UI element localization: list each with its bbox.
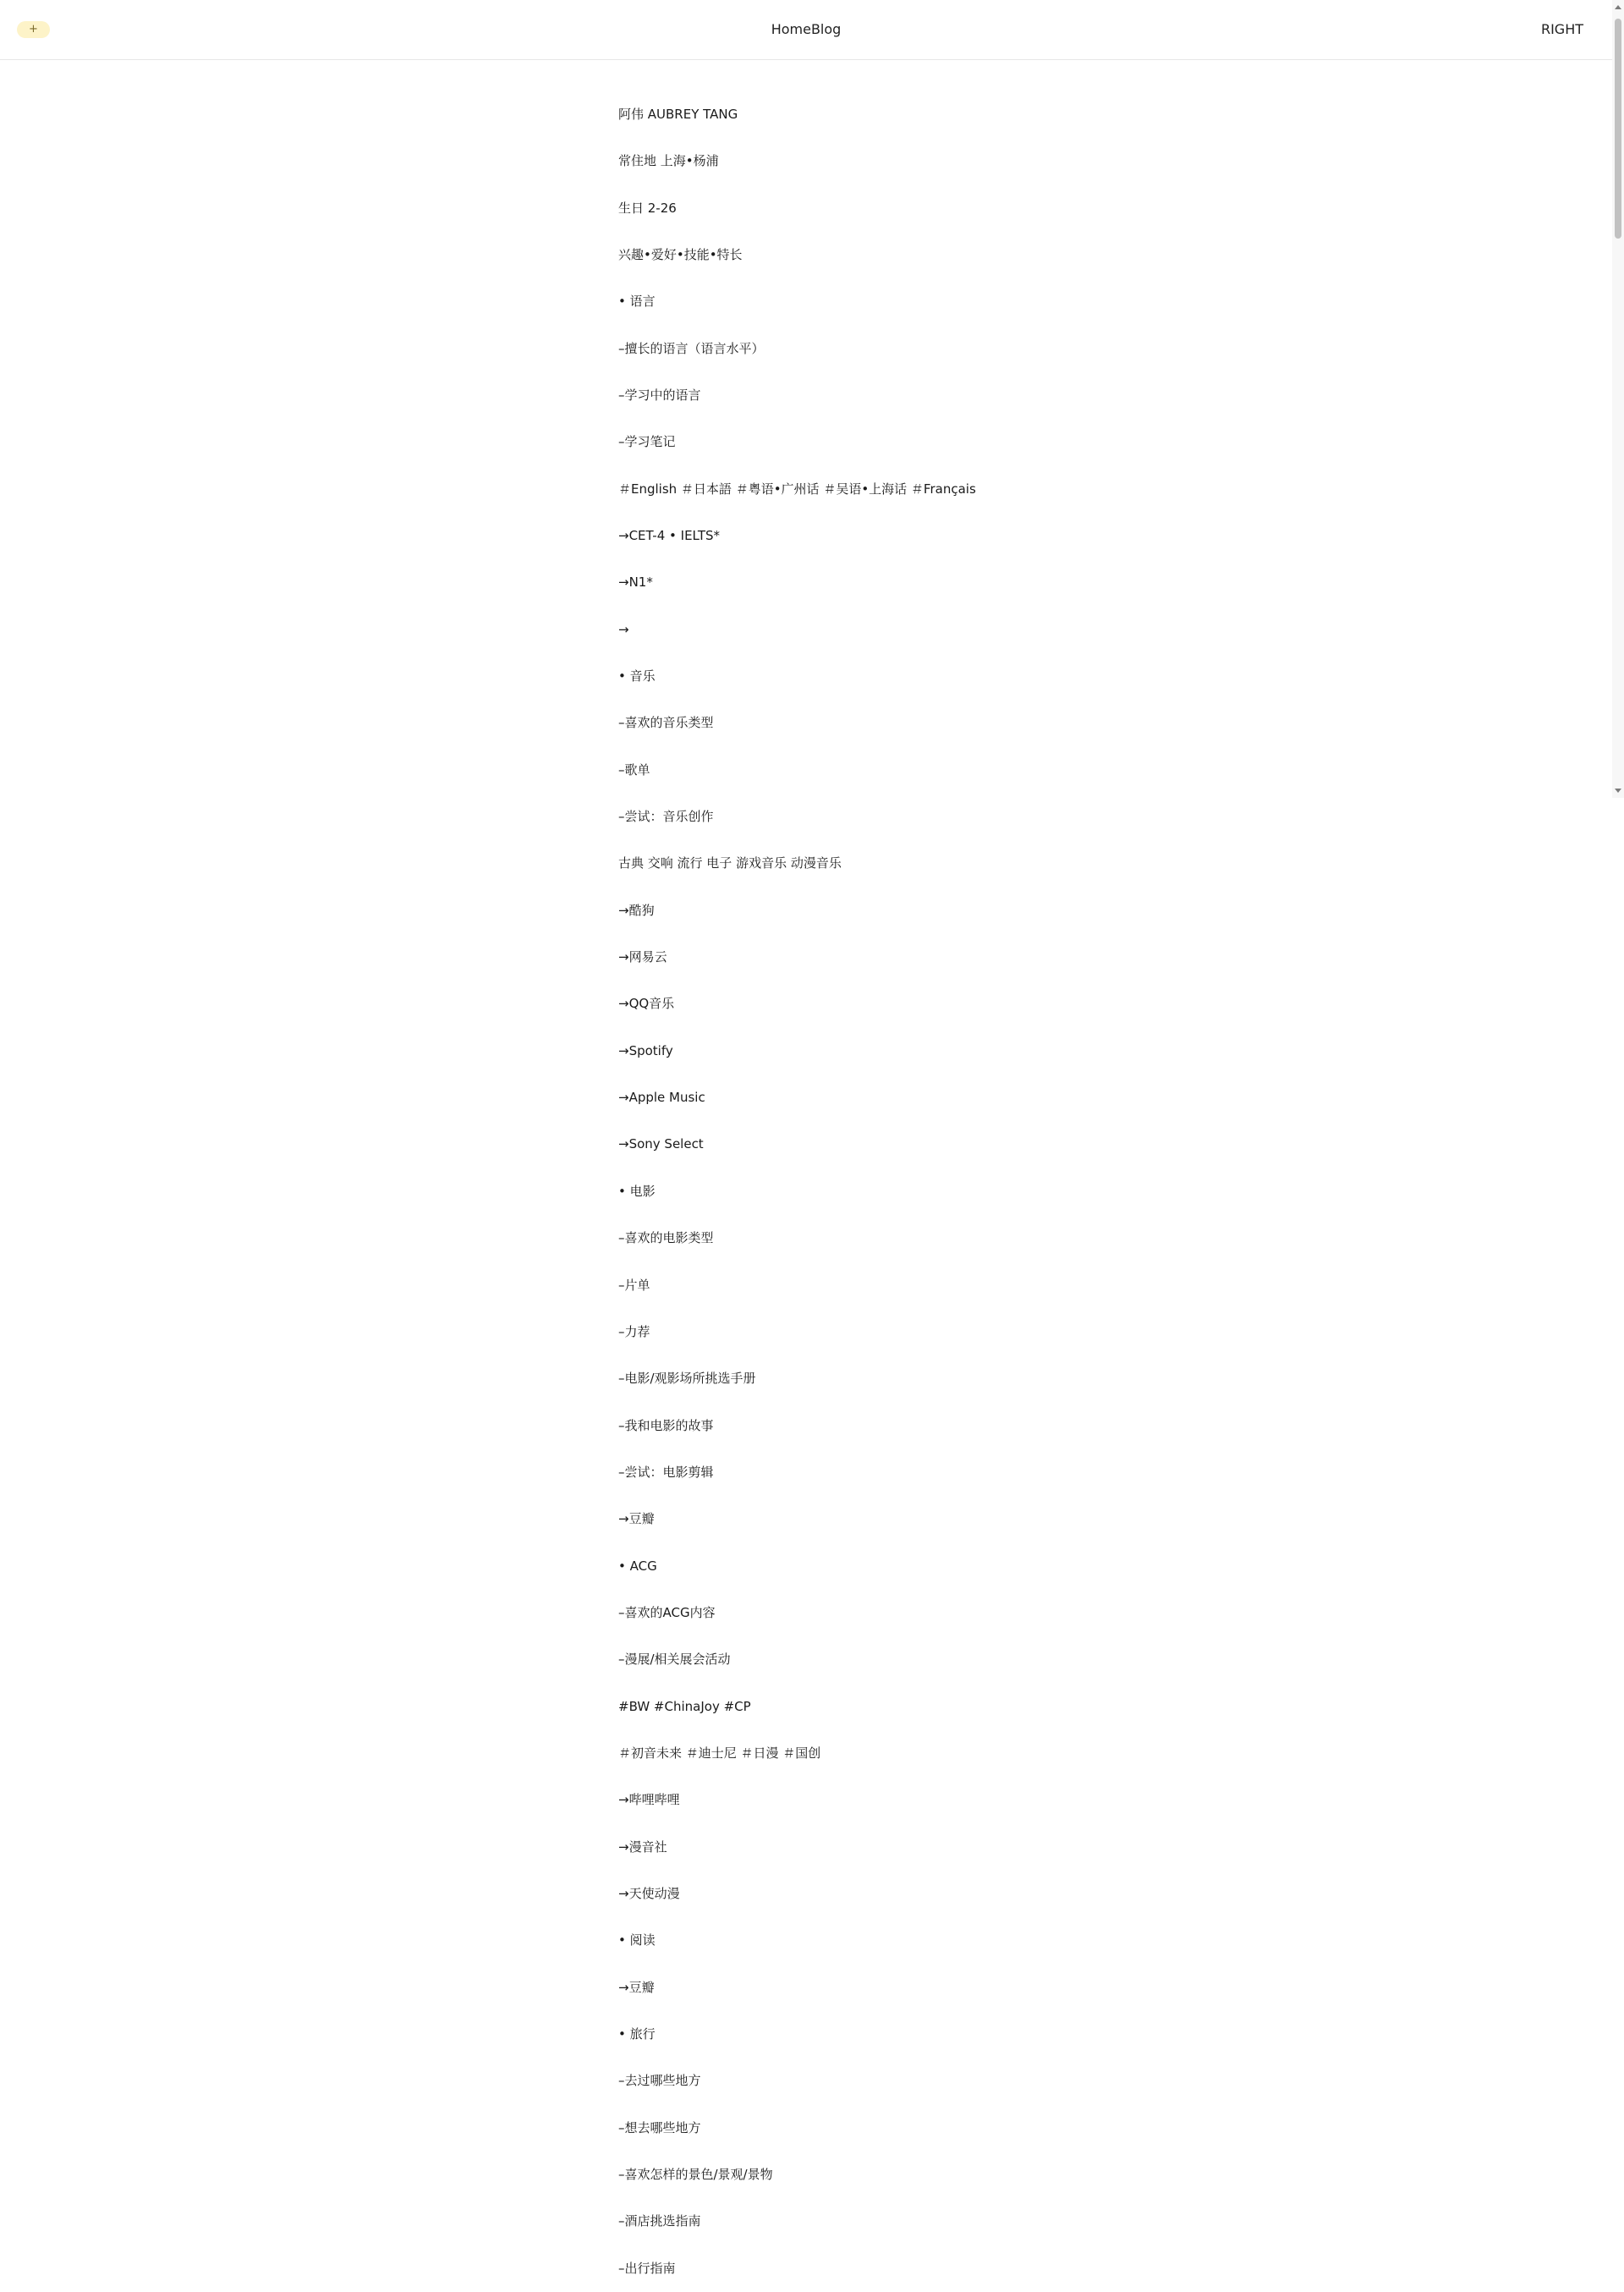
content-line: →QQ音乐	[618, 996, 675, 1012]
content-line: –漫展/相关展会活动	[618, 1652, 731, 1668]
profile-content	[618, 75, 1092, 2292]
content-line: –喜欢怎样的景色/景观/景物	[618, 2167, 773, 2183]
content-line: • 音乐	[618, 668, 656, 684]
content-line: →豆瓣	[618, 1979, 655, 1995]
content-line: →CET-4 • IELTS*	[618, 528, 721, 543]
content-line: –去过哪些地方	[618, 2073, 701, 2089]
content-line: –歌单	[618, 761, 650, 778]
scroll-down-icon[interactable]	[1615, 789, 1621, 793]
content-line: →Apple Music	[618, 1090, 705, 1106]
nav-brand	[0, 21, 1612, 38]
content-line: –尝试：电影剪辑	[618, 1464, 714, 1480]
vertical-scrollbar[interactable]	[1612, 0, 1624, 798]
content-line: –力荐	[618, 1323, 650, 1339]
content-line: • 语言	[618, 294, 656, 310]
content-line: →漫音社	[618, 1839, 667, 1855]
content-line: 生日 2-26	[618, 200, 677, 216]
content-line: 兴趣•爱好•技能•特长	[618, 246, 743, 262]
content-line: →网易云	[618, 949, 667, 965]
scroll-thumb[interactable]	[1615, 19, 1621, 239]
content-line: • ACG	[618, 1558, 657, 1574]
content-line: –尝试：音乐创作	[618, 809, 714, 825]
content-line: –我和电影的故事	[618, 1417, 714, 1433]
content-line: ＃English ＃日本語 ＃粤语•广州话 ＃吴语•上海话 ＃Français	[618, 481, 976, 497]
content-line: • 阅读	[618, 1932, 656, 1948]
content-line: –喜欢的ACG内容	[618, 1604, 716, 1620]
home-link[interactable]: Home	[771, 21, 811, 37]
content-line: 古典 交响 流行 电子 游戏音乐 动漫音乐	[618, 855, 842, 871]
content-line: –喜欢的电影类型	[618, 1230, 714, 1246]
content-line: –酒店挑选指南	[618, 2213, 701, 2229]
content-line: →酷狗	[618, 902, 655, 918]
right-link[interactable]: RIGHT	[1540, 21, 1583, 37]
content-line: 阿伟 AUBREY TANG	[618, 106, 738, 122]
content-line: –学习中的语言	[618, 387, 701, 403]
content-line: –片单	[618, 1277, 650, 1293]
content-line: • 电影	[618, 1183, 656, 1199]
top-header	[0, 0, 1612, 60]
blog-link[interactable]: Blog	[810, 21, 842, 37]
content-line: • 旅行	[618, 2026, 656, 2042]
content-line: –喜欢的音乐类型	[618, 715, 714, 731]
content-line: →豆瓣	[618, 1511, 655, 1527]
content-line: –擅长的语言（语言水平）	[618, 340, 765, 356]
content-line: –学习笔记	[618, 434, 676, 450]
content-line: →天使动漫	[618, 1885, 680, 1901]
content-line: –电影/观影场所挑选手册	[618, 1371, 756, 1387]
content-line: #BW #ChinaJoy #CP	[618, 1698, 751, 1714]
content-line: →哔哩哔哩	[618, 1792, 680, 1808]
content-line: →Spotify	[618, 1042, 673, 1058]
content-line: ＃初音未来 ＃迪士尼 ＃日漫 ＃国创	[618, 1745, 821, 1761]
add-button[interactable]: +	[17, 21, 50, 38]
content-line: →Sony Select	[618, 1136, 704, 1152]
content-line: 常住地 上海•杨浦	[618, 153, 719, 169]
content-line: –出行指南	[618, 2260, 676, 2276]
scroll-up-icon[interactable]	[1615, 5, 1621, 9]
content-line: →	[618, 621, 629, 637]
content-line: –想去哪些地方	[618, 2119, 701, 2135]
content-line: →N1*	[618, 574, 653, 591]
